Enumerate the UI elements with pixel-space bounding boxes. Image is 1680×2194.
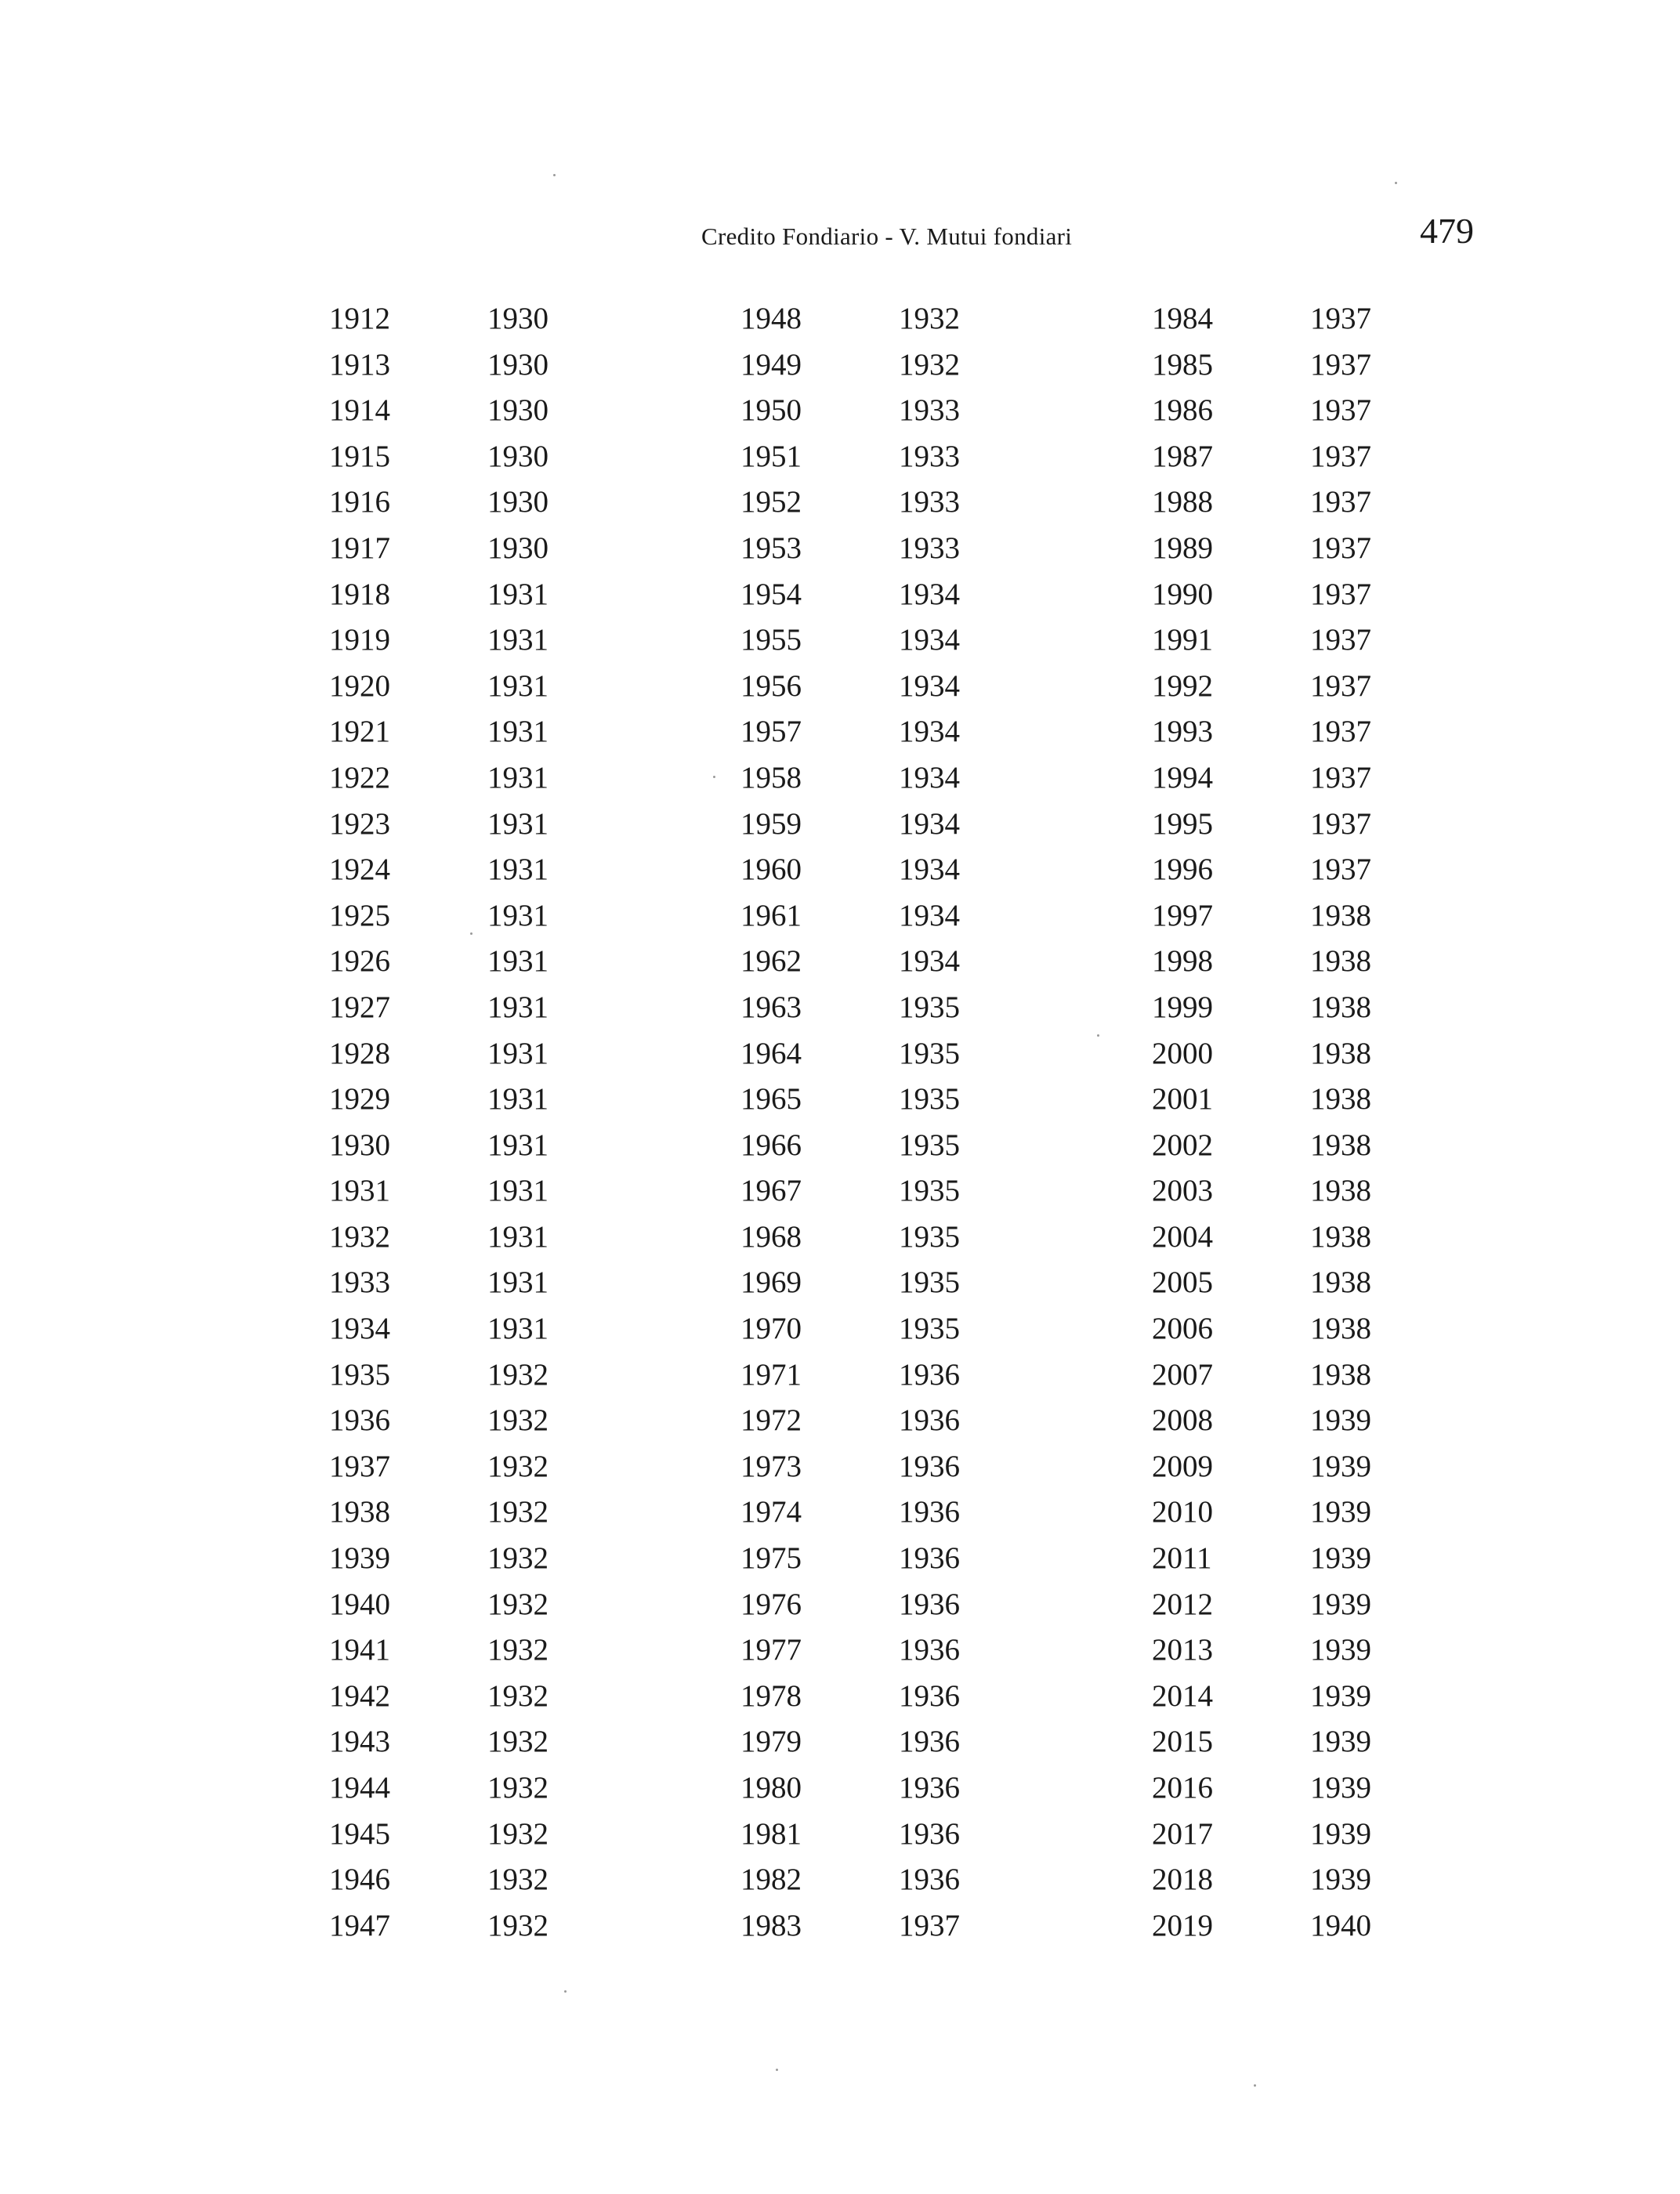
table-cell: 1934 [899,806,960,841]
table-cell: 1932 [487,1816,549,1851]
table-cell: 1931 [487,1219,549,1254]
table-cell: 1937 [899,1908,960,1942]
table-cell: 1962 [740,944,802,979]
table-cell: 1936 [329,1403,390,1438]
table-cell: 1931 [487,1312,549,1346]
table-cell: 1939 [1310,1403,1371,1438]
table-cell: 2007 [1152,1357,1213,1392]
table-cell: 1949 [740,347,802,382]
table-cell: 1935 [899,990,960,1024]
table-cell: 1937 [1310,853,1371,887]
table-cell: 1923 [329,806,390,841]
table-cell: 1932 [329,1219,390,1254]
table-cell: 1985 [1152,347,1213,382]
table-cell: 1978 [740,1678,802,1713]
table-cell: 1939 [1310,1449,1371,1483]
table-cell: 1925 [329,898,390,932]
table-cell: 1927 [329,990,390,1024]
table-cell: 1931 [487,944,549,979]
scan-speck [564,1990,567,1993]
table-cell: 1931 [487,577,549,611]
table-cell: 1937 [1310,806,1371,841]
table-cell: 1934 [899,623,960,657]
table-cell: 1936 [899,1678,960,1713]
table-cell: 1939 [1310,1587,1371,1621]
table-cell: 1937 [1310,577,1371,611]
table-cell: 2009 [1152,1449,1213,1483]
table-cell: 2001 [1152,1082,1213,1117]
table-cell: 1936 [899,1403,960,1438]
table-cell: 1932 [487,1449,549,1483]
table-cell: 1920 [329,668,390,703]
table-cell: 1937 [1310,347,1371,382]
table-cell: 1933 [899,530,960,565]
table-cell: 1939 [1310,1725,1371,1759]
table-cell: 1964 [740,1036,802,1070]
table-cell: 1931 [487,990,549,1024]
table-cell: 1942 [329,1678,390,1713]
table-cell: 1932 [899,302,960,335]
table-cell: 1943 [329,1725,390,1759]
table-cell: 1932 [487,1403,549,1438]
table-cell: 1933 [329,1265,390,1300]
year-column [1152,296,1310,1949]
page-header-title: Credito Fondiario - V. Mutui fondiari [701,223,1073,250]
table-cell: 1922 [329,760,390,795]
table-cell: 1930 [487,485,549,520]
table-cell: 1977 [740,1633,802,1667]
table-cell: 1938 [1310,1265,1371,1300]
table-cell: 1973 [740,1449,802,1483]
table-cell: 1963 [740,990,802,1024]
table-cell: 1931 [487,1174,549,1208]
value-column [899,296,1057,1949]
table-cell: 1938 [1310,1219,1371,1254]
table-cell: 1953 [740,530,802,565]
table-cell: 1957 [740,715,802,749]
table-cell: 1981 [740,1816,802,1851]
table-cell: 1932 [487,1771,549,1805]
table-cell: 1938 [1310,1082,1371,1117]
value-column [1310,296,1468,1949]
table-cell: 2002 [1152,1128,1213,1162]
table-cell: 1930 [487,347,549,382]
table-cell: 1930 [487,439,549,473]
table-cell: 1936 [899,1771,960,1805]
table-cell: 1930 [487,302,549,335]
table-cell: 1928 [329,1036,390,1070]
table-cell: 1929 [329,1082,390,1117]
table-cell: 1937 [1310,715,1371,749]
table-cell: 1976 [740,1587,802,1621]
table-cell: 1938 [1310,944,1371,979]
table-cell: 2011 [1152,1541,1212,1576]
scan-speck [776,2069,778,2071]
table-cell: 1914 [329,393,390,428]
table-cell: 1939 [1310,1678,1371,1713]
table-cell: 1998 [1152,944,1213,979]
table-cell: 1941 [329,1633,390,1667]
table-cell: 1937 [1310,439,1371,473]
table-cell: 1936 [899,1587,960,1621]
table-cell: 1932 [487,1495,549,1530]
table-cell: 1913 [329,347,390,382]
table-cell: 1933 [899,439,960,473]
table-cell: 1938 [1310,1312,1371,1346]
table-cell: 1930 [329,1128,390,1162]
table-cell: 1975 [740,1541,802,1576]
table-cell: 1938 [1310,1128,1371,1162]
table-cell: 1993 [1152,715,1213,749]
table-cell: 2016 [1152,1771,1213,1805]
table-cell: 1939 [1310,1771,1371,1805]
table-cell: 1939 [329,1541,390,1576]
table-cell: 1912 [329,302,390,335]
table-cell: 1955 [740,623,802,657]
year-column [329,296,487,1949]
table-cell: 1932 [487,1678,549,1713]
scan-speck [713,776,715,778]
table-cell: 1936 [899,1541,960,1576]
table-cell: 1938 [1310,898,1371,932]
table-cell: 1986 [1152,393,1213,428]
table-cell: 1991 [1152,623,1213,657]
table-cell: 2018 [1152,1863,1213,1897]
table-cell: 1938 [1310,990,1371,1024]
table-cell: 1936 [899,1725,960,1759]
table-cell: 1969 [740,1265,802,1300]
table-cell: 1931 [487,715,549,749]
table-cell: 1959 [740,806,802,841]
table-cell: 1931 [487,853,549,887]
scan-speck [470,932,472,935]
table-cell: 1934 [899,577,960,611]
table-cell: 1983 [740,1908,802,1942]
table-cell: 1935 [899,1036,960,1070]
table-cell: 1939 [1310,1816,1371,1851]
table-cell: 2017 [1152,1816,1213,1851]
table-cell: 1938 [1310,1174,1371,1208]
table-cell: 1936 [899,1863,960,1897]
scan-speck [553,174,556,176]
table-cell: 1931 [487,1036,549,1070]
table-cell: 1939 [1310,1633,1371,1667]
table-cell: 1937 [1310,668,1371,703]
table-cell: 1990 [1152,577,1213,611]
table-cell: 1950 [740,393,802,428]
table-cell: 1930 [487,393,549,428]
table-cell: 2015 [1152,1725,1213,1759]
table-cell: 1931 [487,668,549,703]
table-cell: 1924 [329,853,390,887]
table-cell: 1919 [329,623,390,657]
page-number: 479 [1420,211,1474,251]
table-cell: 1932 [487,1725,549,1759]
table-cell: 2019 [1152,1908,1213,1942]
table-cell: 1918 [329,577,390,611]
table-cell: 1994 [1152,760,1213,795]
table-cell: 1982 [740,1863,802,1897]
table-cell: 1934 [899,715,960,749]
table-cell: 1936 [899,1449,960,1483]
table-cell: 1968 [740,1219,802,1254]
table-cell: 1931 [487,898,549,932]
table-cell: 1992 [1152,668,1213,703]
table-cell: 2008 [1152,1403,1213,1438]
table-cell: 1932 [487,1863,549,1897]
table-cell: 1936 [899,1633,960,1667]
table-cell: 1974 [740,1495,802,1530]
table-cell: 1937 [329,1449,390,1483]
table-cell: 1931 [329,1174,390,1208]
table-group-3 [1152,296,1468,1949]
table-cell: 1934 [899,898,960,932]
table-cell: 1937 [1310,530,1371,565]
table-cell: 1932 [899,347,960,382]
year-column [740,296,899,1949]
table-cell: 1921 [329,715,390,749]
table-cell: 2010 [1152,1495,1213,1530]
table-cell: 1936 [899,1816,960,1851]
table-cell: 1931 [487,760,549,795]
table-cell: 1917 [329,530,390,565]
table-cell: 1916 [329,485,390,520]
table-cell: 1935 [329,1357,390,1392]
table-cell: 2006 [1152,1312,1213,1346]
table-cell: 1971 [740,1357,802,1392]
table-cell: 1948 [740,302,802,335]
table-group-2 [740,296,1057,1949]
table-cell: 1958 [740,760,802,795]
table-cell: 1936 [899,1357,960,1392]
table-cell: 1938 [329,1495,390,1530]
table-cell: 2012 [1152,1587,1213,1621]
table-cell: 1939 [1310,1495,1371,1530]
table-cell: 1933 [899,393,960,428]
table-cell: 1935 [899,1312,960,1346]
table-cell: 1956 [740,668,802,703]
table-cell: 1930 [487,530,549,565]
table-cell: 1936 [899,1495,960,1530]
table-cell: 1931 [487,806,549,841]
table-cell: 1997 [1152,898,1213,932]
table-cell: 1937 [1310,393,1371,428]
table-cell: 1996 [1152,853,1213,887]
table-cell: 1935 [899,1174,960,1208]
table-cell: 1965 [740,1082,802,1117]
table-cell: 1932 [487,1541,549,1576]
table-cell: 1932 [487,1357,549,1392]
value-column [487,296,646,1949]
table-cell: 1934 [899,853,960,887]
table-cell: 1967 [740,1174,802,1208]
scan-speck [1097,1034,1099,1037]
table-cell: 1961 [740,898,802,932]
table-cell: 1952 [740,485,802,520]
table-cell: 1926 [329,944,390,979]
table-cell: 1972 [740,1403,802,1438]
table-cell: 2000 [1152,1036,1213,1070]
table-cell: 1939 [1310,1541,1371,1576]
table-cell: 1935 [899,1128,960,1162]
table-cell: 1954 [740,577,802,611]
table-cell: 1940 [329,1587,390,1621]
table-cell: 1944 [329,1771,390,1805]
table-cell: 1939 [1310,1863,1371,1897]
table-cell: 1951 [740,439,802,473]
table-cell: 1999 [1152,990,1213,1024]
table-cell: 1988 [1152,485,1213,520]
table-cell: 1933 [899,485,960,520]
table-group-1 [329,296,646,1949]
table-cell: 1940 [1310,1908,1371,1942]
table-cell: 2014 [1152,1678,1213,1713]
table-cell: 1960 [740,853,802,887]
table-cell: 1931 [487,1082,549,1117]
table-cell: 1938 [1310,1036,1371,1070]
table-cell: 1946 [329,1863,390,1897]
table-cell: 1937 [1310,485,1371,520]
table-cell: 1987 [1152,439,1213,473]
table-cell: 1931 [487,1265,549,1300]
table-cell: 1934 [899,760,960,795]
table-cell: 1931 [487,623,549,657]
table-cell: 1932 [487,1587,549,1621]
table-cell: 1935 [899,1265,960,1300]
table-cell: 2004 [1152,1219,1213,1254]
table-cell: 1932 [487,1633,549,1667]
table-cell: 1937 [1310,302,1371,335]
table-cell: 1937 [1310,760,1371,795]
table-cell: 1984 [1152,302,1213,335]
table-cell: 1980 [740,1771,802,1805]
table-cell: 1915 [329,439,390,473]
table-cell: 1979 [740,1725,802,1759]
scan-speck [1254,2084,1256,2087]
table-cell: 1995 [1152,806,1213,841]
table-cell: 2003 [1152,1174,1213,1208]
table-cell: 1935 [899,1219,960,1254]
table-cell: 1938 [1310,1357,1371,1392]
table-cell: 1989 [1152,530,1213,565]
table-cell: 1947 [329,1908,390,1942]
table-cell: 1945 [329,1816,390,1851]
table-cell: 2013 [1152,1633,1213,1667]
table-cell: 1966 [740,1128,802,1162]
table-cell: 1932 [487,1908,549,1942]
table-cell: 1934 [899,668,960,703]
table-cell: 1934 [329,1312,390,1346]
table-cell: 1935 [899,1082,960,1117]
table-cell: 1970 [740,1312,802,1346]
scan-speck [1395,182,1397,184]
table-cell: 1931 [487,1128,549,1162]
table-cell: 1934 [899,944,960,979]
table-cell: 2005 [1152,1265,1213,1300]
table-cell: 1937 [1310,623,1371,657]
